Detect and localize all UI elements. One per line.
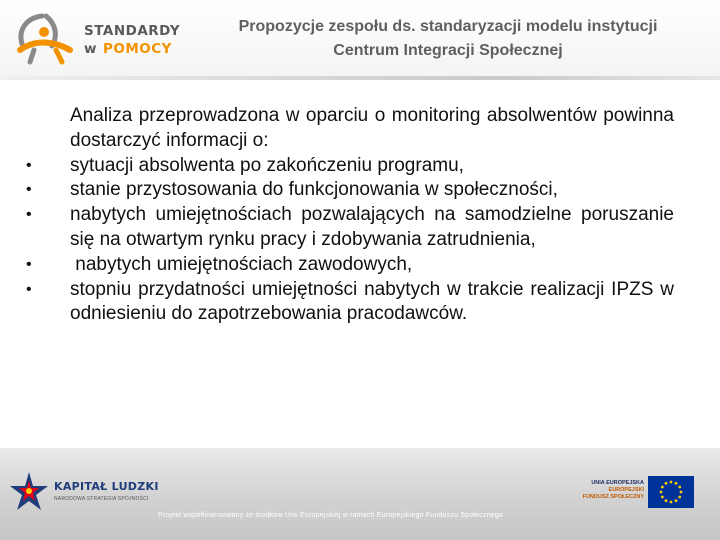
bullet-marker: • — [26, 181, 32, 199]
bullet-marker: • — [26, 255, 32, 273]
bullet-text: sytuacji absolwenta po zakończeniu programu, — [70, 154, 464, 176]
kapital-ludzki-star-icon — [8, 470, 50, 514]
intro-paragraph: Analiza przeprowadzona w oparciu o monitoring absolwentów powinna dostarczyć informacji o: — [70, 105, 674, 151]
eu-flag-icon — [648, 476, 694, 508]
logo-wordmark-line1: STANDARDY — [84, 23, 181, 39]
kapital-ludzki-title: KAPITAŁ LUDZKI — [54, 480, 159, 493]
bullet-text: nabytych umiejętnościach zawodowych, — [70, 253, 413, 275]
logo-wordmark-line2 — [84, 41, 172, 57]
eu-line3: FUNDUSZ SPOŁECZNY — [582, 494, 644, 500]
bullet-list — [22, 154, 674, 328]
bullet-marker: • — [26, 206, 32, 224]
list-item — [22, 178, 674, 203]
list-item — [22, 154, 674, 179]
list-item — [22, 253, 674, 278]
list-item — [22, 203, 674, 253]
list-item — [22, 278, 674, 328]
header-divider — [0, 76, 720, 80]
footer-cofinancing-note: Projekt współfinansowany ze środków Unii Europejskiej w ramach Europejskiego Funduszu Społecznego — [158, 512, 504, 519]
eu-line1: UNIA EUROPEJSKA — [591, 480, 644, 486]
logo-pomocy: POMOCY — [102, 41, 172, 57]
bullet-text: nabytych umiejętnościach pozwalających na samodzielne poruszanie się na otwartym rynku pracy i zdobywania zatrudnienia, — [70, 204, 674, 250]
slide-title — [188, 15, 708, 63]
slide-title-line1: Propozycje zespołu ds. standaryzacji modelu instytucji — [238, 18, 658, 35]
kapital-ludzki-subtitle: NARODOWA STRATEGIA SPÓJNOŚCI — [54, 496, 149, 502]
standardy-logo — [12, 10, 182, 66]
slide-content — [22, 104, 674, 327]
bullet-text: stopniu przydatności umiejętności nabytych w trakcie realizacji IPZS w odniesieniu do zapotrzebowania pracodawców. — [70, 278, 674, 325]
bullet-marker: • — [26, 156, 32, 174]
bullet-text: stanie przystosowania do funkcjonowania w społeczności, — [70, 179, 558, 201]
eu-text-block — [583, 480, 644, 501]
logo-w: w — [84, 41, 97, 57]
standardy-logo-icon — [12, 10, 78, 66]
slide-title-line2: Centrum Integracji Społecznej — [333, 42, 563, 59]
bullet-marker: • — [26, 280, 32, 298]
eu-line2: EUROPEJSKI — [608, 487, 644, 493]
